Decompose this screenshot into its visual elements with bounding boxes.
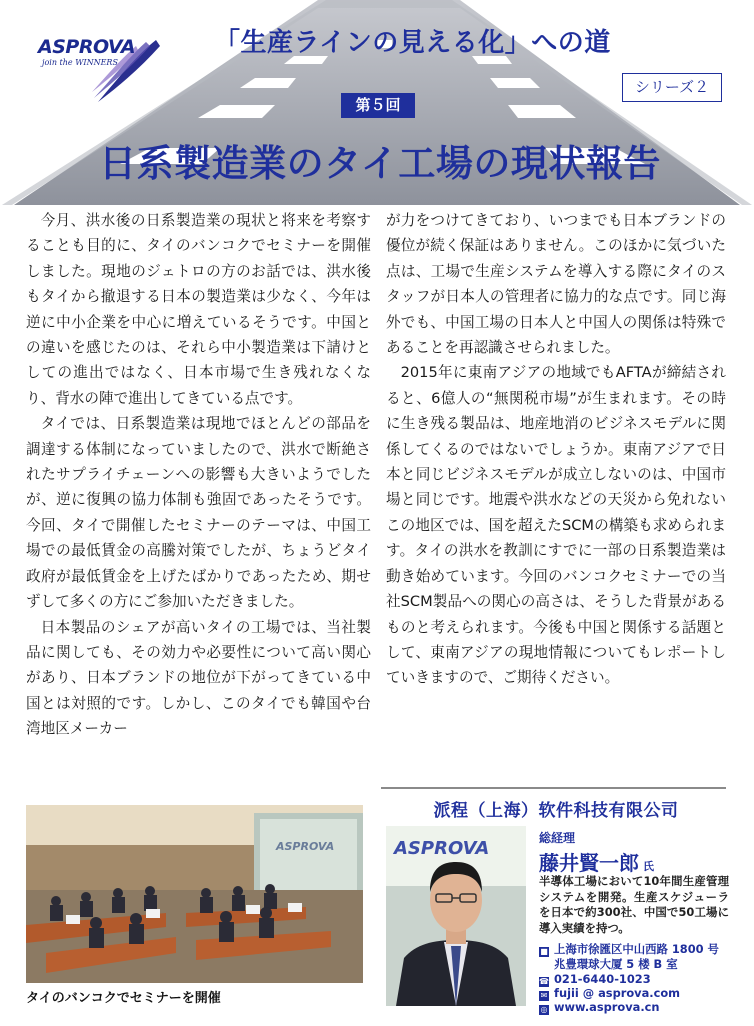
- contact-website: [539, 1000, 660, 1015]
- author-portrait: [386, 826, 526, 1006]
- article-column-right: [386, 208, 726, 691]
- article-column-left: [26, 208, 371, 742]
- email-address[interactable]: fujii @ asprova.com: [554, 986, 681, 1000]
- paragraph: 2015年に東南アジアの地域でもAFTAが締結されると、6億人の“無関税市場”が生まれます。その時に生き残る製品は、地産地消のビジネスモデルに関係してくるのではないでしょうか。東南アジアで日本と同じビジネスモデルが成立しないのは、中国市場と同じです。地震や洪水などの天災から免れないこの地区では、国を超えたSCMの構築も求められます。タイの洪水を教訓にすでに一部の日系製造業は動き始めています。今回のバンコクセミナーでの当社SCM製品への関心の高さは、そうした背景があるものと考えられます。今後も中国と関係する話題として、東南アジアの現地情報についてもレポートしていきますので、ご期待ください。: [386, 364, 726, 687]
- author-role: 総経理: [539, 831, 576, 845]
- contact-phone: [539, 972, 651, 987]
- paragraph: 今月、洪水後の日系製造業の現状と将来を考察することも目的に、タイのバンコクでセミナーを開催しました。現地のジェトロの方のお話では、洪水後もタイから撤退する日本の製造業は少なく、今年は逆に中小企業を中心に増えているそうです。中国との違いを感じたのは、それら中小製造業は下請けとしての進出ではなく、日本市場で生き残れなくなり、背水の陣で進出してきている点です。: [26, 212, 371, 407]
- logo-wordmark: ASPROVA: [38, 36, 136, 58]
- address-line-2: 兆豊環球大厦 5 楼 B 室: [554, 957, 678, 971]
- contact-address: [539, 942, 719, 972]
- author-name-text: 藤井賢一郎: [539, 851, 639, 875]
- author-bio: 半導体工場において10年間生産管理システムを開発。生産スケジューラを日本で約300社、中国で50工場に導入実績を持つ。: [539, 874, 729, 935]
- seminar-photo: [26, 805, 363, 983]
- logo-tagline: join the WINNERS: [42, 58, 118, 67]
- paragraph: が力をつけてきており、いつまでも日本ブランドの優位が続く保証はありません。このほかに気づいた点は、工場で生産システムを導入する際にタイのスタッフが日本人の管理者に協力的な点です。同じ海外でも、中国工場の日本人と中国人の関係は特殊であることを再認識させられました。: [386, 212, 726, 357]
- paragraph: 日本製品のシェアが高いタイの工場では、当社製品に関しても、その効力や必要性について高い関心があり、日本ブランドの地位が下がってきている中国とは対照的です。しかし、このタイでも韓国や台湾地区メーカー: [26, 618, 371, 738]
- mail-icon: ✉: [540, 991, 548, 1000]
- phone-icon: ☎: [539, 977, 549, 986]
- portrait-backdrop-text: ASPROVA: [394, 838, 490, 859]
- contact-email: [539, 986, 680, 1001]
- building-icon: ■: [540, 947, 548, 956]
- episode-badge: 第５回: [341, 93, 415, 118]
- seminar-backdrop-text: ASPROVA: [276, 840, 335, 853]
- seminar-photo-image: [26, 805, 363, 983]
- website-link[interactable]: www.asprova.cn: [554, 1000, 660, 1014]
- author-portrait-image: [386, 826, 526, 1006]
- author-honorific: 氏: [643, 860, 654, 873]
- address-line-1: 上海市徐匯区中山西路 1800 号: [554, 942, 719, 956]
- asprova-logo: [38, 36, 168, 106]
- company-name: 派程（上海）软件科技有限公司: [433, 801, 679, 821]
- globe-icon: ◎: [540, 1005, 548, 1014]
- paragraph: タイでは、日系製造業は現地でほとんどの部品を調達する体制になっていましたので、洪水で断絶されたサプライチェーンへの影響も大きいようでしたが、逆に復興の協力体制も強固であったそうです。今回、タイで開催したセミナーのテーマは、中国工場での最低賃金の高騰対策でしたが、ちょうどタイ政府が最低賃金を上げたばかりであったため、期せずして多くの方にご参加いただきました。: [26, 415, 371, 611]
- series-title: 「生産ラインの見える化」への道: [214, 28, 611, 58]
- section-divider: [381, 787, 726, 789]
- phone-number: 021-6440-1023: [554, 972, 651, 986]
- article-title: 日系製造業のタイ工場の現状報告: [99, 142, 661, 185]
- series-badge: シリーズ２: [622, 73, 722, 102]
- author-name: [539, 847, 654, 876]
- photo-caption: タイのバンコクでセミナーを開催: [26, 991, 221, 1006]
